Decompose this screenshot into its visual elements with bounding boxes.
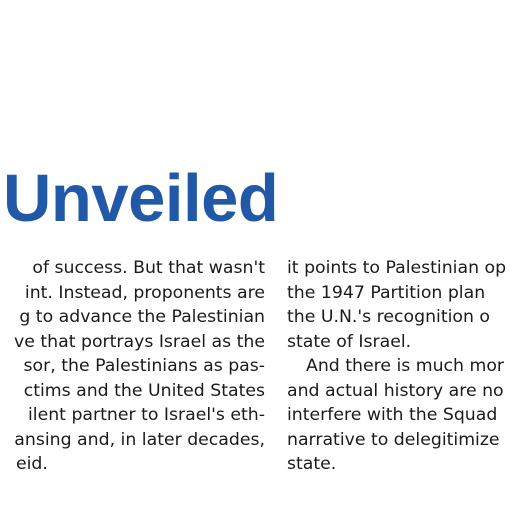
body-line: state.	[287, 454, 337, 474]
body-line: int. Instead, proponents are	[24, 282, 265, 303]
body-line: of success. But that wasn't	[32, 258, 265, 278]
body-line: And there is much mor	[306, 356, 504, 376]
body-line: g to advance the Palestinian	[19, 307, 265, 327]
body-line: ansing and, in later decades,	[14, 429, 265, 450]
article-headline: Unveiled	[3, 161, 279, 236]
body-line: the 1947 Partition plan	[287, 282, 486, 303]
body-line: state of Israel.	[287, 331, 412, 352]
body-line: narrative to delegitimize	[287, 429, 500, 450]
body-line: it points to Palestinian op	[287, 258, 507, 278]
body-line: sor, the Palestinians as pas-	[23, 356, 265, 376]
left-column	[0, 256, 265, 477]
body-line: the U.N.'s recognition o	[287, 307, 490, 327]
body-line: ilent partner to Israel's eth-	[28, 405, 265, 425]
body-line: interfere with the Squad	[287, 405, 498, 425]
body-line: and actual history are no	[287, 380, 504, 401]
body-line: eid.	[16, 454, 48, 474]
right-column	[287, 256, 512, 477]
body-line: ctims and the United States	[23, 380, 265, 401]
body-line: ve that portrays Israel as the	[14, 331, 265, 352]
